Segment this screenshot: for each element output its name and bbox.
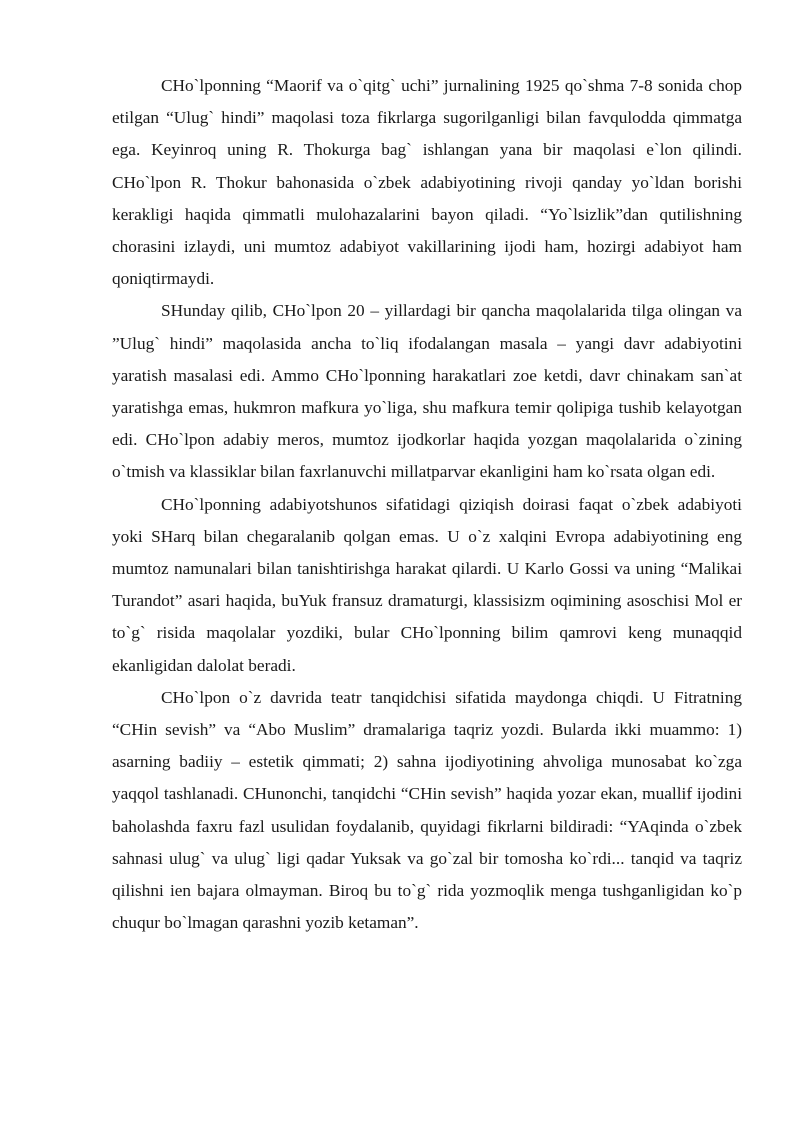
- paragraph-4: CHo`lpon o`z davrida teatr tanqidchisi sifatida maydonga chiqdi. U Fitratning “CHin sevish” va “Abo Muslim” dramalariga taqriz yozdi. Bularda ikki muammo: 1) asarning badiiy – estetik qimmati; 2) sahna ijodiyotining ahvoliga munosabat ko`zga yaqqol tashlanadi. CHunonchi, tanqidchi “CHin sevish” haqida yozar ekan, muallif ijodini baholashda faxru fazl usulidan foydalanib, quyidagi fikrlarni bildiradi: “YAqinda o`zbek sahnasi ulug` va ulug` ligi qadar Yuksak va go`zal bir tomosha ko`rdi... tanqid va taqriz qilishni ien bajara olmayman. Biroq bu to`g` rida yozmoqlik menga tushganligidan ko`p chuqur bo`lmagan qarashni yozib ketaman”.: [112, 687, 742, 933]
- paragraph-1: CHo`lponning “Maorif va o`qitg` uchi” jurnalining 1925 qo`shma 7-8 sonida chop etilgan “Ulug` hindi” maqolasi toza fikrlarga sugorilganligi bilan favqulodda qimmatga ega. Keyinroq uning R. Thokurga bag` ishlangan yana bir maqolasi e`lon qilindi. CHo`lpon R. Thokur bahonasida o`zbek adabiyotining rivoji qanday yo`ldan borishi kerakligi haqida qimmatli mulohazalarini bayon qiladi. “Yo`lsizlik”dan qutilishning chorasini izlaydi, uni mumtoz adabiyot vakillarining ijodi ham, hozirgi adabiyot ham qoniqtirmaydi.: [112, 76, 742, 289]
- document-page: [112, 70, 742, 939]
- paragraph-2: SHunday qilib, CHo`lpon 20 – yillardagi bir qancha maqolalarida tilga olingan va ”Ulug` hindi” maqolasida ancha to`liq ifodalangan masala – yangi davr adabiyotini yaratish masalasi edi. Ammo CHo`lponning harakatlari zoe ketdi, davr chinakam san`at yaratishga emas, hukmron mafkura yo`liga, shu mafkura temir qolipiga tushib kelayotgan edi. CHo`lpon adabiy meros, mumtoz ijodkorlar haqida yozgan maqolalarida o`zining o`tmish va klassiklar bilan faxrlanuvchi millatparvar ekanligini ham ko`rsata olgan edi.: [112, 301, 742, 482]
- paragraph-3: CHo`lponning adabiyotshunos sifatidagi qiziqish doirasi faqat o`zbek adabiyoti yoki SHarq bilan chegaralanib qolgan emas. U o`z xalqini Evropa adabiyotining eng mumtoz namunalari bilan tanishtirishga harakat qilardi. U Karlo Gossi va uning “Malikai Turandot” asari haqida, buYuk fransuz dramaturgi, klassisizm oqimining asoschisi Mol er to`g` risida maqolalar yozdiki, bular CHo`lponning bilim qamrovi keng munaqqid ekanligidan dalolat beradi.: [112, 494, 742, 675]
